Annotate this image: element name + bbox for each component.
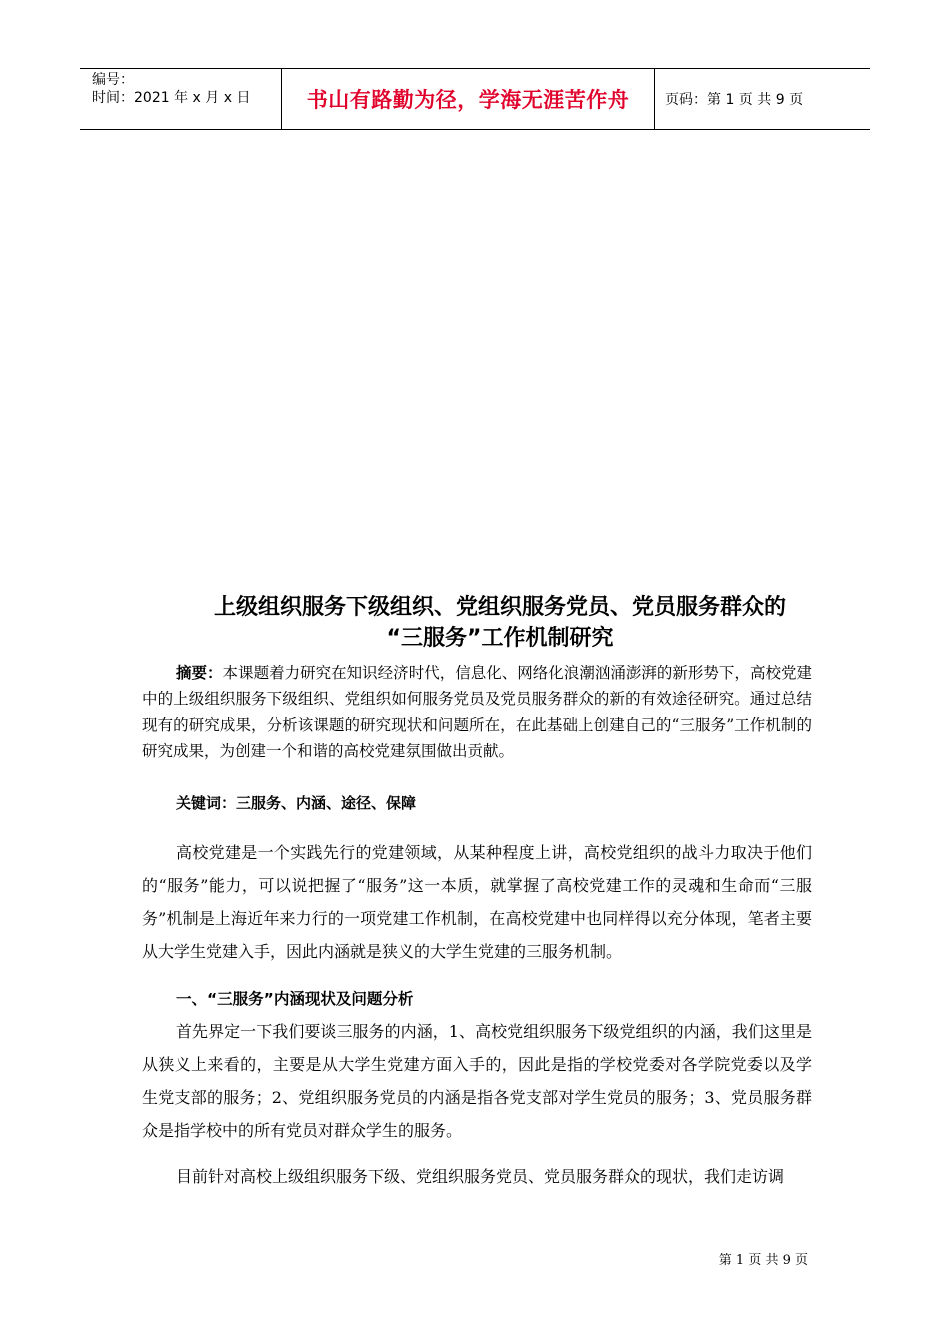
abstract <box>142 660 812 764</box>
paragraph-3: 目前针对高校上级组织服务下级、党组织服务党员、党员服务群众的现状，我们走访调 <box>176 1167 785 1186</box>
document-title-line-2: “三服务”工作机制研究 <box>386 626 614 651</box>
section-1-heading: 一、“三服务”内涵现状及问题分析 <box>176 990 414 1008</box>
header-meta <box>80 69 282 129</box>
abstract-label: 摘要： <box>176 663 223 682</box>
header-page-info: 页码：第 1 页 共 9 页 <box>665 92 804 108</box>
paragraph-1: 高校党建是一个实践先行的党建领域，从某种程度上讲，高校党组织的战斗力取决于他们的“服务”能力，可以说把握了“服务”这一本质，就掌握了高校党建工作的灵魂和生命而“三服务”机制是上海近年来力行的一项党建工作机制，在高校党建中也同样得以充分体现，笔者主要从大学生党建入手，因此内涵就是狭义的大学生党建的三服务机制。 <box>142 843 812 961</box>
document-title-line-1: 上级组织服务下级组织、党组织服务党员、党员服务群众的 <box>213 595 786 620</box>
abstract-text: 本课题着力研究在知识经济时代，信息化、网络化浪潮汹涌澎湃的新形势下，高校党建中的上级组织服务下级组织、党组织如何服务党员及党员服务群众的新的有效途径研究。通过总结现有的研究成果，分析该课题的研究现状和问题所在，在此基础上创建自己的“三服务”工作机制的研究成果，为创建一个和谐的高校党建氛围做出贡献。 <box>142 664 812 760</box>
document-time-label: 时间：2021 年 x 月 x 日 <box>92 90 251 106</box>
header-motto: 书山有路勤为径，学海无涯苦作舟 <box>282 69 655 129</box>
document-number-label: 编号： <box>92 72 134 88</box>
page-footer: 第 1 页 共 9 页 <box>718 1253 808 1268</box>
keywords: 关键词：三服务、内涵、途径、保障 <box>176 794 417 812</box>
paragraph-2: 首先界定一下我们要谈三服务的内涵，1、高校党组织服务下级党组织的内涵，我们这里是从狭义上来看的，主要是从大学生党建方面入手的，因此是指的学校党委对各学院党委以及学生党支部的服务；2、党组织服务党员的内涵是指各党支部对学生党员的服务；3、党员服务群众是指学校中的所有党员对群众学生的服务。 <box>142 1022 812 1140</box>
page-header <box>80 68 870 130</box>
